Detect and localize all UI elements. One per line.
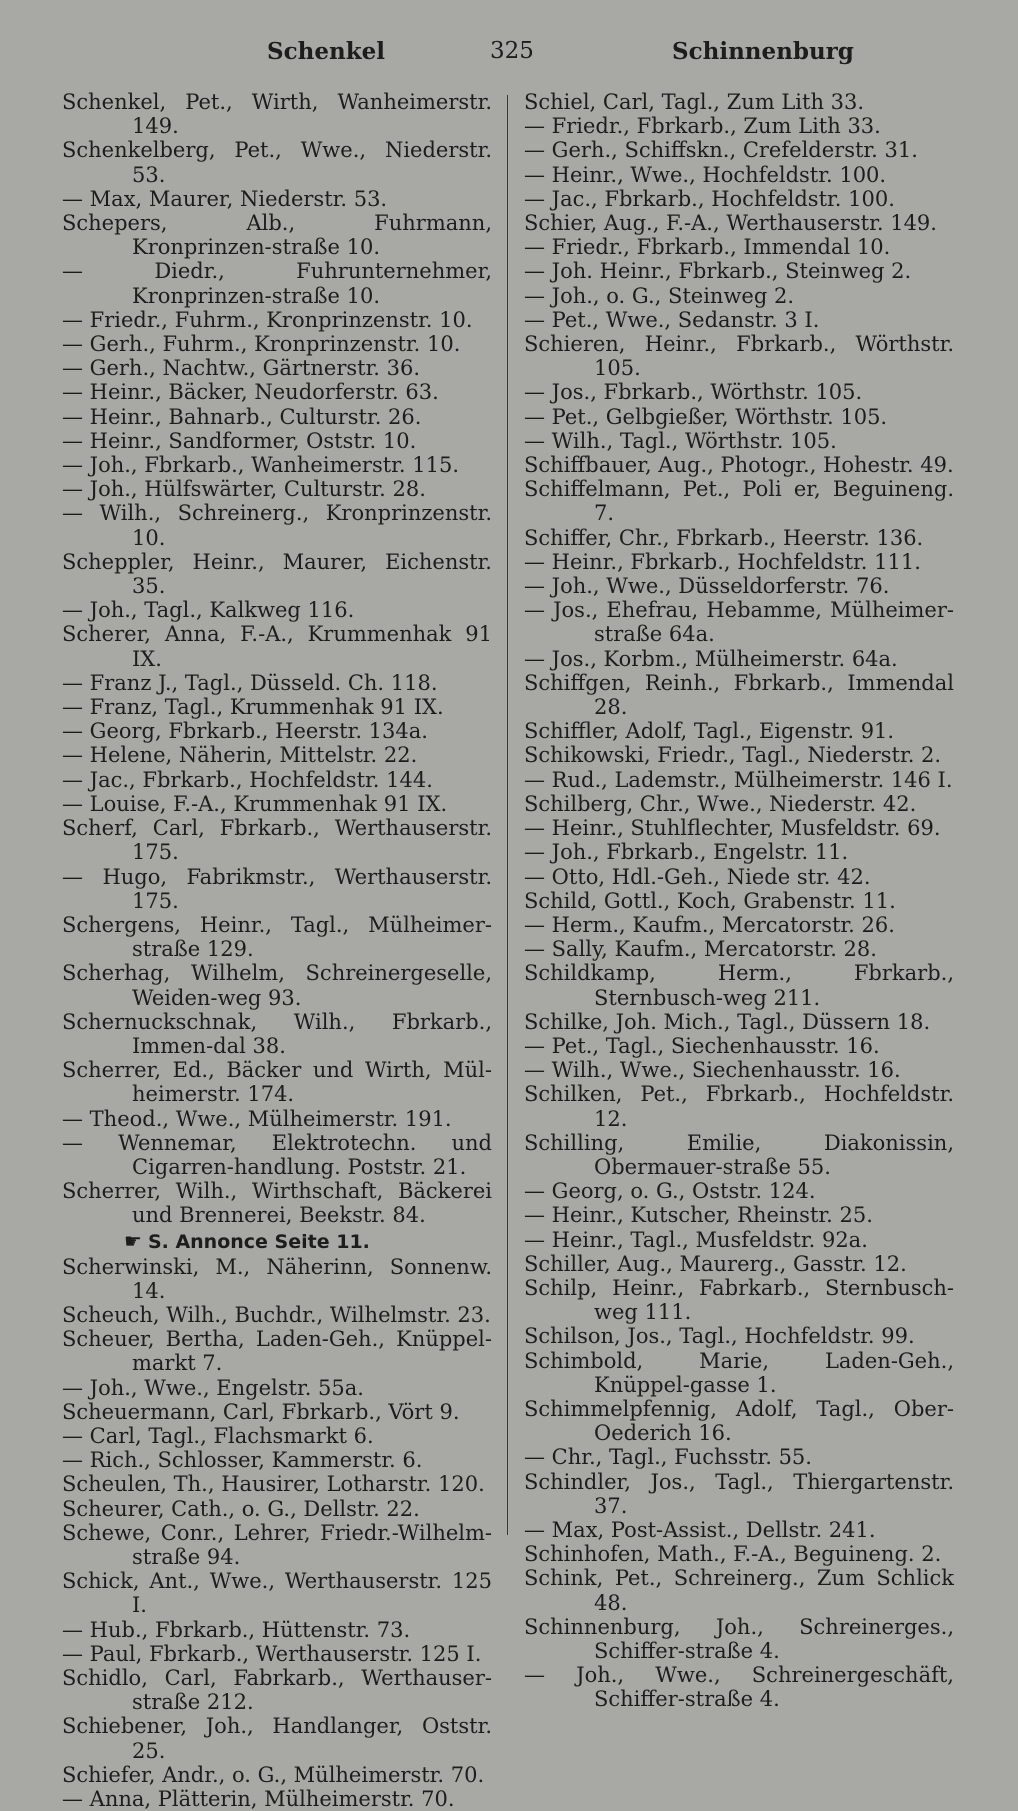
directory-entry: Schilling, Emilie, Diakonissin, Obermauer-straße 55. [524,1130,954,1179]
page-number: 325 [490,38,534,64]
directory-entry: Scherrer, Wilh., Wirthschaft, Bäckerei und Brennerei, Beekstr. 84. [62,1179,492,1228]
directory-entry: — Jos., Fbrkarb., Wörthstr. 105. [524,380,863,405]
directory-entry: Scheuch, Wilh., Buchdr., Wilhelmstr. 23. [62,1302,491,1327]
directory-entry: — Friedr., Fbrkarb., Immendal 10. [524,235,891,260]
directory-entry: — Joh., Wwe., Düsseldorferstr. 76. [524,574,890,599]
directory-entry: Scheurer, Cath., o. G., Dellstr. 22. [62,1496,420,1521]
directory-entry: Schilp, Heinr., Fabrkarb., Sternbusch-weg 111. [524,1275,954,1325]
directory-entry: Schink, Pet., Schreinerg., Zum Schlick 48. [524,1566,954,1615]
directory-entry: — Paul, Fbrkarb., Werthauserstr. 125 I. [62,1641,482,1666]
directory-entry: — Heinr., Sandformer, Oststr. 10. [62,428,417,453]
directory-entry: — Diedr., Fuhrunternehmer, Kronprinzen-straße 10. [62,259,492,308]
right-column [524,90,954,1712]
directory-entry: Schieren, Heinr., Fbrkarb., Wörthstr. 105. [524,332,954,381]
directory-entry: Schenkel, Pet., Wirth, Wanheimerstr. 149. [62,90,492,139]
directory-entry: Schenkelberg, Pet., Wwe., Niederstr. 53. [62,138,492,187]
advertisement-notice [62,1228,492,1255]
notice-text: S. Annonce Seite 11. [147,1230,370,1253]
directory-entry: — Hub., Fbrkarb., Hüttenstr. 73. [62,1617,411,1642]
directory-entry: Schinnenburg, Joh., Schreinerges., Schiffer-straße 4. [524,1614,954,1663]
directory-entry: — Joh., Tagl., Kalkweg 116. [62,598,355,623]
directory-entry: Schilberg, Chr., Wwe., Niederstr. 42. [524,791,917,816]
directory-entry: — Otto, Hdl.-Geh., Niede str. 42. [524,864,871,889]
directory-entry: Schidlo, Carl, Fabrkarb., Werthauser-straße 212. [62,1666,492,1715]
directory-entry: — Joh., Hülfswärter, Culturstr. 28. [62,477,426,502]
directory-entry: — Joh., Fbrkarb., Engelstr. 11. [524,840,849,865]
directory-entry: — Wilh., Wwe., Siechenhausstr. 16. [524,1058,901,1083]
directory-entry: — Joh., o. G., Steinweg 2. [524,283,795,308]
directory-entry: — Chr., Tagl., Fuchsstr. 55. [524,1445,812,1470]
directory-entry: — Helene, Näherin, Mittelstr. 22. [62,743,418,768]
directory-entry: — Wennemar, Elektrotechn. und Cigarren-handlung. Poststr. 21. [62,1130,492,1179]
directory-entry: — Rud., Lademstr., Mülheimerstr. 146 I. [524,767,953,792]
directory-entry: — Joh., Fbrkarb., Wanheimerstr. 115. [62,453,460,478]
header-first-name: Schenkel [267,38,385,65]
directory-entry: Schildkamp, Herm., Fbrkarb., Sternbusch-weg 211. [524,961,954,1010]
directory-entry: Schilken, Pet., Fbrkarb., Hochfeldstr. 12. [524,1082,954,1131]
directory-entry: Schiebener, Joh., Handlanger, Oststr. 25. [62,1714,492,1763]
directory-entry: Scheuer, Bertha, Laden-Geh., Knüppel-markt 7. [62,1327,492,1376]
directory-entry: — Heinr., Tagl., Musfeldstr. 92a. [524,1227,868,1252]
directory-entry: Schiffelmann, Pet., Poli er, Beguineng. 7. [524,477,954,526]
directory-entry: Schiffbauer, Aug., Photogr., Hohestr. 49. [524,453,954,478]
directory-entry: Scherer, Anna, F.-A., Krummenhak 91 IX. [62,622,492,671]
directory-entry: — Joh. Heinr., Fbrkarb., Steinweg 2. [524,259,912,284]
directory-entry: — Heinr., Stuhlflechter, Musfeldstr. 69. [524,816,941,841]
directory-entry: — Jos., Korbm., Mülheimerstr. 64a. [524,646,898,671]
column-divider [507,95,508,1535]
directory-entry: — Friedr., Fuhrm., Kronprinzenstr. 10. [62,307,473,332]
directory-entry: — Theod., Wwe., Mülheimerstr. 191. [62,1106,452,1131]
directory-entry: — Georg, o. G., Oststr. 124. [524,1179,816,1204]
directory-entry: — Wilh., Schreinerg., Kronprinzenstr. 10. [62,501,492,550]
directory-entry: — Friedr., Fbrkarb., Zum Lith 33. [524,114,881,139]
directory-entry: — Heinr., Wwe., Hochfeldstr. 100. [524,162,887,187]
directory-entry: Schick, Ant., Wwe., Werthauserstr. 125 I. [62,1569,492,1618]
directory-entry: — Wilh., Tagl., Wörthstr. 105. [524,428,837,453]
pointing-hand-icon: ☛ [124,1228,142,1253]
directory-entry: Schild, Gottl., Koch, Grabenstr. 11. [524,888,896,913]
directory-entry: — Pet., Gelbgießer, Wörthstr. 105. [524,404,888,429]
directory-entry: — Max, Maurer, Niederstr. 53. [62,186,388,211]
directory-entry: Schiffler, Adolf, Tagl., Eigenstr. 91. [524,719,895,744]
directory-entry: Schergens, Heinr., Tagl., Mülheimer-straße 129. [62,912,492,962]
directory-entry: — Gerh., Nachtw., Gärtnerstr. 36. [62,356,421,381]
directory-entry: Scherf, Carl, Fbrkarb., Werthauserstr. 175. [62,816,492,865]
directory-entry: Scheulen, Th., Hausirer, Lotharstr. 120. [62,1472,485,1497]
directory-entry: — Franz J., Tagl., Düsseld. Ch. 118. [62,670,438,695]
directory-entry: Scherrer, Ed., Bäcker und Wirth, Mül-heimerstr. 174. [62,1058,492,1107]
page-header [60,38,978,78]
directory-entry: — Heinr., Bäcker, Neudorferstr. 63. [62,380,439,405]
directory-entry: Schilke, Joh. Mich., Tagl., Düssern 18. [524,1009,931,1034]
directory-entry: — Pet., Tagl., Siechenhausstr. 16. [524,1033,880,1058]
directory-entry: Scheppler, Heinr., Maurer, Eichenstr. 35. [62,549,492,599]
directory-entry: — Max, Post-Assist., Dellstr. 241. [524,1517,876,1542]
directory-entry: Schiffer, Chr., Fbrkarb., Heerstr. 136. [524,525,924,550]
directory-entry: — Hugo, Fabrikmstr., Werthauserstr. 175. [62,864,492,913]
directory-entry: — Carl, Tagl., Flachsmarkt 6. [62,1423,374,1448]
header-last-name: Schinnenburg [672,38,854,65]
directory-entry: Scheuermann, Carl, Fbrkarb., Vört 9. [62,1399,460,1424]
directory-entry: Schepers, Alb., Fuhrmann, Kronprinzen-straße 10. [62,211,492,260]
directory-entry: Schiffgen, Reinh., Fbrkarb., Immendal 28. [524,670,954,720]
directory-entry: Schernuckschnak, Wilh., Fbrkarb., Immen-dal 38. [62,1009,492,1058]
directory-entry: — Gerh., Fuhrm., Kronprinzenstr. 10. [62,332,461,357]
directory-entry: — Georg, Fbrkarb., Heerstr. 134a. [62,719,428,744]
directory-entry: Schindler, Jos., Tagl., Thiergartenstr. 37. [524,1469,954,1518]
directory-entry: — Heinr., Bahnarb., Culturstr. 26. [62,404,422,429]
left-entries [62,90,492,1228]
directory-entry: Schikowski, Friedr., Tagl., Niederstr. 2. [524,743,942,768]
directory-entry: — Herm., Kaufm., Mercatorstr. 26. [524,912,895,937]
directory-entry: — Heinr., Kutscher, Rheinstr. 25. [524,1203,873,1228]
directory-entry: — Joh., Wwe., Schreinergeschäft, Schiffer-straße 4. [524,1663,954,1712]
left-entries-continued [62,1255,492,1811]
directory-entry: — Sally, Kaufm., Mercatorstr. 28. [524,937,877,962]
directory-entry: Schinhofen, Math., F.-A., Beguineng. 2. [524,1542,942,1567]
directory-entry: — Franz, Tagl., Krummenhak 91 IX. [62,695,444,720]
directory-entry: — Louise, F.-A., Krummenhak 91 IX. [62,791,448,816]
directory-entry: Schiel, Carl, Tagl., Zum Lith 33. [524,90,865,114]
directory-entry: Schiefer, Andr., o. G., Mülheimerstr. 70. [62,1762,485,1787]
directory-entry: — Jos., Ehefrau, Hebamme, Mülheimer-straße 64a. [524,598,954,647]
directory-entry: — Pet., Wwe., Sedanstr. 3 I. [524,307,820,332]
directory-entry: — Jac., Fbrkarb., Hochfeldstr. 144. [62,767,433,792]
directory-entry: Schiller, Aug., Maurerg., Gasstr. 12. [524,1251,907,1276]
directory-entry: — Gerh., Schiffskn., Crefelderstr. 31. [524,138,918,163]
left-column [62,90,492,1811]
directory-entry: — Heinr., Fbrkarb., Hochfeldstr. 111. [524,549,921,574]
directory-entry: — Rich., Schlosser, Kammerstr. 6. [62,1448,423,1473]
directory-entry: Schilson, Jos., Tagl., Hochfeldstr. 99. [524,1324,915,1349]
directory-entry: — Jac., Fbrkarb., Hochfeldstr. 100. [524,186,895,211]
directory-entry: — Anna, Plätterin, Mülheimerstr. 70. [62,1787,455,1811]
directory-entry: — Joh., Wwe., Engelstr. 55a. [62,1375,364,1400]
directory-entry: Schimmelpfennig, Adolf, Tagl., Ober-Oederich 16. [524,1396,954,1446]
directory-entry: Scherwinski, M., Näherinn, Sonnenw. 14. [62,1254,492,1303]
directory-entry: Schimbold, Marie, Laden-Geh., Knüppel-gasse 1. [524,1348,954,1397]
directory-entry: Schewe, Conr., Lehrer, Friedr.-Wilhelm-straße 94. [62,1520,492,1569]
directory-entry: Scherhag, Wilhelm, Schreinergeselle, Weiden-weg 93. [62,961,492,1010]
directory-entry: Schier, Aug., F.-A., Werthauserstr. 149. [524,211,937,236]
right-entries [524,90,954,1712]
